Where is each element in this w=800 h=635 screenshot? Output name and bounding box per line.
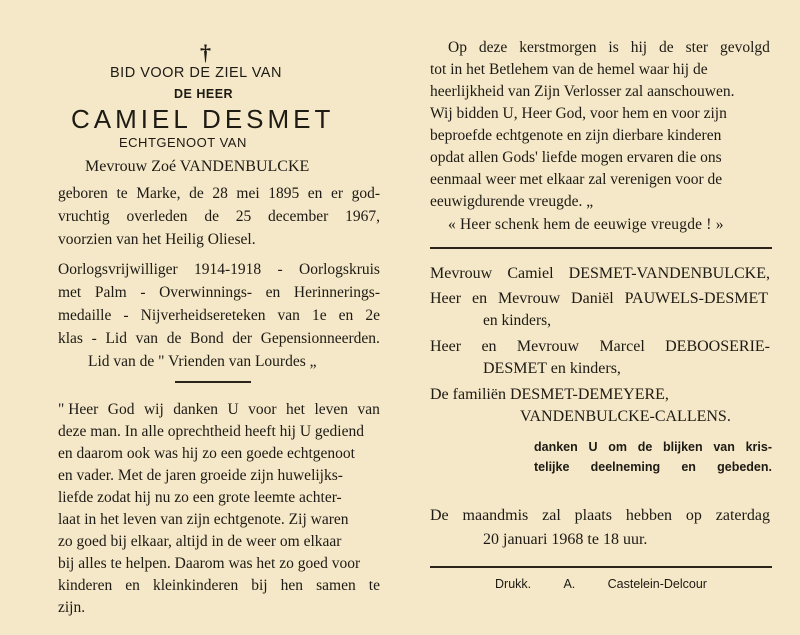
prayer-heading: BID VOOR DE ZIEL VAN [110, 65, 282, 81]
spouse-label: ECHTGENOOT VAN [119, 135, 247, 150]
family-line-4: De familiën DESMET-DEMEYERE, [430, 386, 669, 403]
divider [175, 381, 251, 383]
cross-icon: † [200, 40, 211, 65]
honors-line-2: met Palm - Overwinnings- en Herinnerings- [58, 284, 380, 301]
family-line-3: Heer en Mevrouw Marcel DEBOOSERIE- [430, 338, 770, 355]
bio-line-2: vruchtig overleden de 25 december 1967, [58, 208, 380, 225]
prayer-line-10: zijn. [58, 599, 86, 616]
prayer-line-3: en daarom ook was hij zo een goede echtgenoot [58, 445, 355, 462]
family-line-2b: en kinders, [483, 312, 552, 329]
honors-line-4: klas - Lid van de Bond der Gepensionneerden. [58, 330, 380, 347]
bio-line-1: geboren te Marke, de 28 mei 1895 en er god- [58, 185, 380, 202]
honors-lourdes: Lid van de " Vrienden van Lourdes „ [88, 353, 317, 370]
closing-prayer: « Heer schenk hem de eeuwige vreugde ! » [448, 216, 724, 233]
family-line-3b: DESMET en kinders, [483, 360, 621, 377]
christmas-line-2: tot in het Betlehem van de hemel waar hij de [430, 61, 708, 78]
bio-line-3: voorzien van het Heilig Oliesel. [58, 231, 256, 248]
christmas-line-3: heerlijkheid van Zijn Verlosser zal aanschouwen. [430, 83, 735, 100]
title-heading: DE HEER [174, 87, 234, 101]
christmas-line-6: opdat allen Gods' liefde mogen ervaren die ons [430, 149, 722, 166]
christmas-line-8: eeuwigdurende vreugde. „ [430, 193, 594, 210]
prayer-line-7: zo goed bij elkaar, altijd in de weer om elkaar [58, 533, 342, 550]
family-line-1: Mevrouw Camiel DESMET-VANDENBULCKE, [430, 265, 770, 282]
spouse-name: Mevrouw Zoé VANDENBULCKE [85, 158, 310, 175]
prayer-line-6: laat in het leven van zijn echtgenote. Zij waren [58, 511, 349, 528]
family-line-5: VANDENBULCKE-CALLENS. [520, 408, 731, 425]
prayer-line-1: " Heer God wij danken U voor het leven van [58, 401, 380, 418]
divider [430, 566, 772, 568]
honors-line-3: medaille - Nijverheidsereteken van 1e en 2e [58, 307, 380, 324]
deceased-name: CAMIEL DESMET [71, 104, 335, 134]
honors-line-1: Oorlogsvrijwilliger 1914-1918 - Oorlogskruis [58, 261, 380, 278]
christmas-line-7: eenmaal weer met elkaar zal verenigen voor de [430, 171, 723, 188]
family-line-2: Heer en Mevrouw Daniël PAUWELS-DESMET [430, 290, 768, 307]
mass-line-1: De maandmis zal plaats hebben op zaterdag [430, 507, 770, 524]
christmas-line-4: Wij bidden U, Heer God, voor hem en voor zijn [430, 105, 727, 122]
thanks-line-2: telijke deelneming en gebeden. [534, 460, 772, 474]
divider [430, 247, 772, 249]
thanks-line-1: danken U om de blijken van kris- [534, 440, 772, 454]
mass-date: 20 januari 1968 te 18 uur. [483, 531, 648, 548]
christmas-line-1: Op deze kerstmorgen is hij de ster gevolgd [448, 39, 770, 56]
prayer-line-5: liefde zodat hij nu zo een grote leemte achter- [58, 489, 342, 506]
christmas-line-5: beproefde echtgenote en zijn dierbare kinderen [430, 127, 722, 144]
prayer-line-9: kinderen en kleinkinderen bij hen samen te [58, 577, 380, 594]
prayer-line-4: en vader. Met de jaren groeide zijn huwelijks- [58, 467, 343, 484]
prayer-line-2: deze man. In alle oprechtheid heeft hij U gediend [58, 423, 364, 440]
printer-credit: Drukk. A. Castelein-Delcour [495, 577, 707, 591]
prayer-line-8: bij alles te helpen. Daarom was het zo goed voor [58, 555, 361, 572]
